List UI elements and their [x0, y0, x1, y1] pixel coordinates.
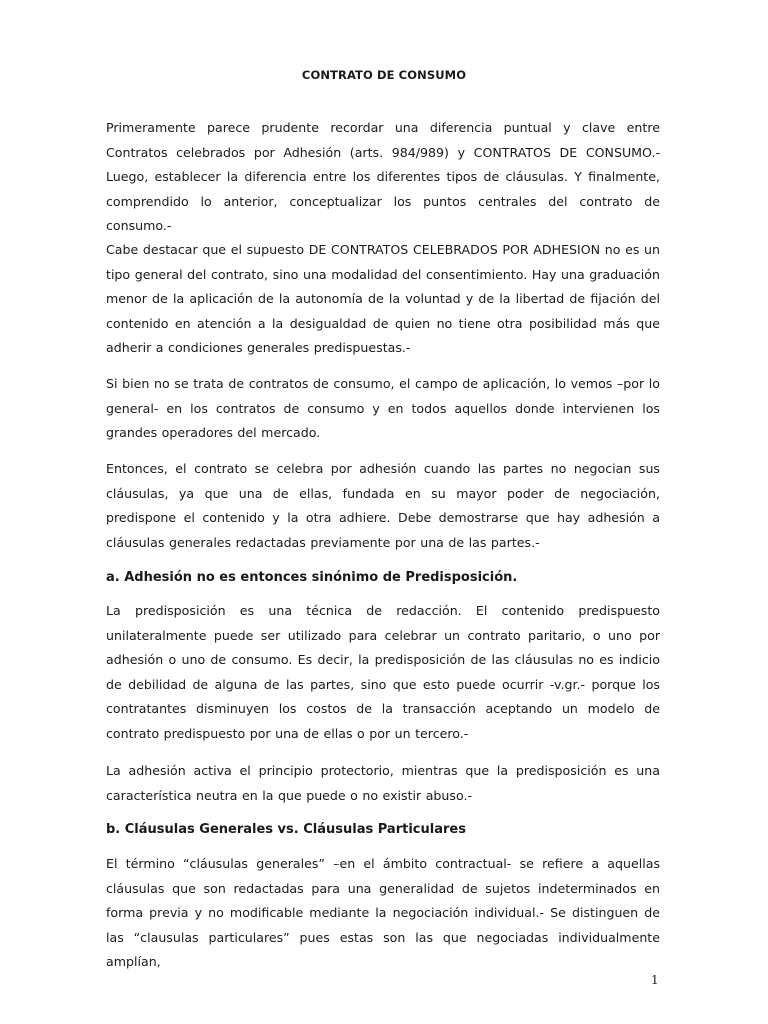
paragraph-adhesion-contract: Entonces, el contrato se celebra por adhesión cuando las partes no negocian sus cláusulas, ya que una de ellas, fundada en su mayor poder de negociación, predispone el contenido y la otra adhiere. Debe demostrarse que hay adhesión a cláusulas generales redactadas previamente por una de las partes.-	[106, 461, 660, 550]
section-heading-a: a. Adhesión no es entonces sinónimo de Predisposición.	[106, 570, 518, 585]
paragraph-predisposition: La predisposición es una técnica de redacción. El contenido predispuesto unilateralmente puede ser utilizado para celebrar un contrato paritario, o uno por adhesión o uno de consumo. Es decir, la predisposición de las cláusulas no es indicio de debilidad de alguna de las partes, sino que esto puede ocurrir -v.gr.- porque los contratantes disminuyen los costos de la transacción aceptando un modelo de contrato predispuesto por una de ellas o por un tercero.-	[106, 603, 660, 741]
document-title: CONTRATO DE CONSUMO	[301, 68, 467, 82]
paragraph-scope: Si bien no se trata de contratos de consumo, el campo de aplicación, lo vemos –por lo general- en los contratos de consumo y en todos aquellos donde intervienen los grandes operadores del mercado.	[106, 376, 660, 440]
section-heading-b: b. Cláusulas Generales vs. Cláusulas Particulares	[106, 822, 466, 837]
paragraph-general-clauses: El término “cláusulas generales” –en el ámbito contractual- se refiere a aquellas cláusulas que son redactadas para una generalidad de sujetos indeterminados en forma previa y no modificable mediante la negociación individual.- Se distinguen de las “clausulas particulares” pues estas son las que negociadas individualmente amplían,	[106, 856, 660, 969]
paragraph-protective-principle: La adhesión activa el principio protectorio, mientras que la predisposición es una característica neutra en la que puede o no existir abuso.-	[106, 763, 660, 803]
paragraph-adhesion-definition: Cabe destacar que el supuesto DE CONTRATOS CELEBRADOS POR ADHESION no es un tipo general del contrato, sino una modalidad del consentimiento. Hay una graduación menor de la aplicación de la autonomía de la voluntad y de la libertad de fijación del contenido en atención a la desigualdad de quien no tiene otra posibilidad más que adherir a condiciones generales predispuestas.-	[106, 242, 660, 355]
page-number: 1	[651, 973, 659, 987]
paragraph-intro: Primeramente parece prudente recordar una diferencia puntual y clave entre Contratos celebrados por Adhesión (arts. 984/989) y CONTRATOS DE CONSUMO.- Luego, establecer la diferencia entre los diferentes tipos de cláusulas. Y finalmente, comprendido lo anterior, conceptualizar los puntos centrales del contrato de consumo.-	[106, 120, 660, 233]
